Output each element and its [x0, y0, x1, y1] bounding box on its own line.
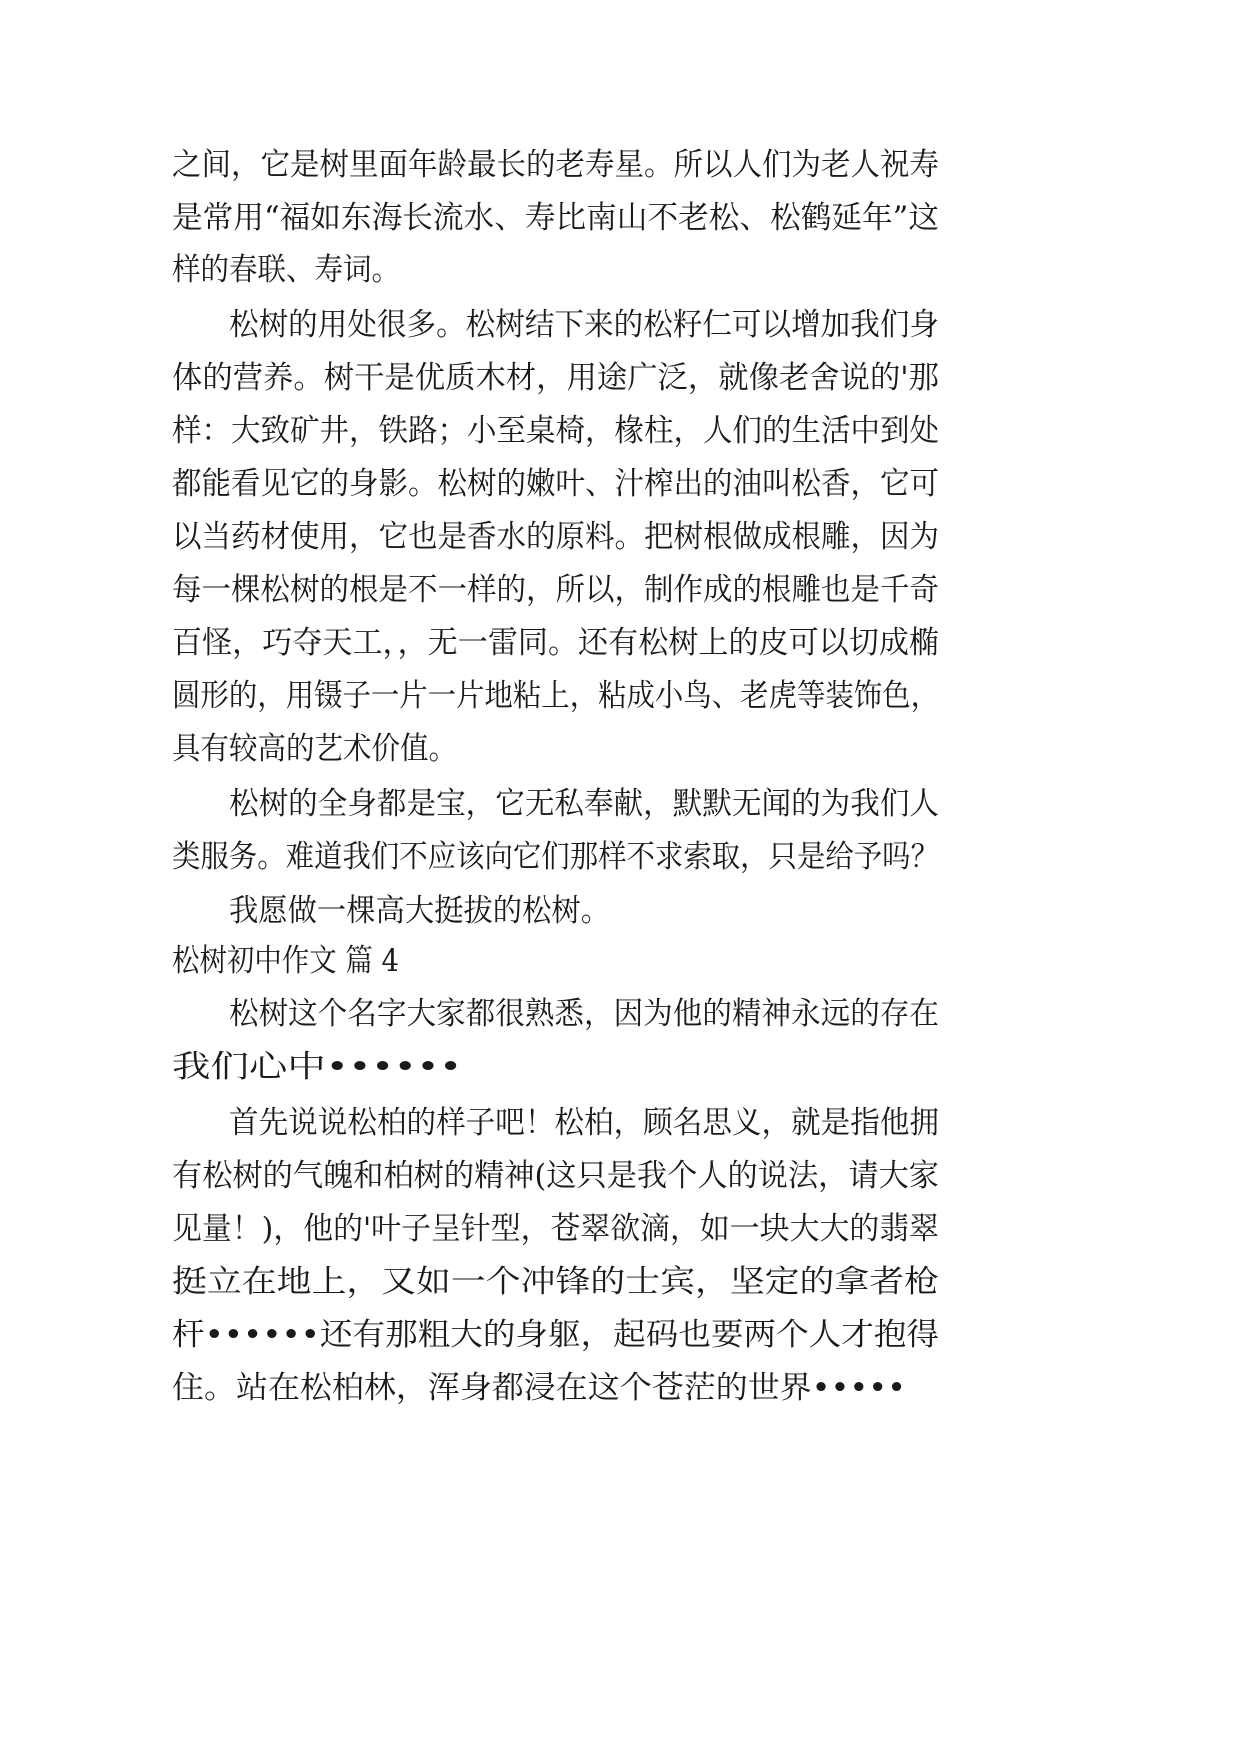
text-line-23-text: 住。站在松柏林，浑身都浸在这个苍茫的世界•••••	[172, 1370, 906, 1406]
text-line-21-text: 挺立在地上，又如一个冲锋的士宾，坚定的拿者枪	[172, 1264, 939, 1300]
text-line-7-text: 都能看见它的身影。松树的嫩叶、汁榨出的油叫松香，它可	[172, 466, 939, 502]
text-line-12-text: 具有较高的艺术价值。	[172, 731, 457, 767]
text-line-22-text: 杆••••••还有那粗大的身躯，起码也要两个人才抱得	[172, 1317, 939, 1353]
text-line-19-text: 有松树的气魄和柏树的精神(这只是我个人的说法，请大家	[172, 1158, 939, 1194]
text-line-2-text: 是常用“福如东海长流水、寿比南山不老松、松鹤延年”这	[172, 200, 939, 236]
text-line-8-text: 以当药材使用，它也是香水的原料。把树根做成根雕，因为	[172, 519, 939, 555]
text-line-14-text: 类服务。难道我们不应该向它们那样不求索取，只是给予吗？	[172, 839, 939, 875]
text-line-9-text: 每一棵松树的根是不一样的，所以，制作成的根雕也是千奇	[172, 572, 939, 608]
text-line-6-text: 样：大致矿井，铁路；小至桌椅，椽柱，人们的生活中到处	[172, 413, 939, 449]
text-line-4-text: 松树的用处很多。松树结下来的松籽仁可以增加我们身	[229, 307, 939, 343]
text-line-15-text: 我愿做一棵高大挺拔的松树。	[229, 893, 610, 929]
text-line-11-text: 圆形的，用镊子一片一片地粘上，粘成小鸟、老虎等装饰色，	[172, 678, 939, 714]
text-line-5-text: 体的营养。树干是优质木材，用途广泛，就像老舍说的'那	[172, 360, 939, 396]
text-line-16-text: 松树这个名字大家都很熟悉，因为他的精神永远的存在	[229, 996, 939, 1032]
text-line-20-text: 见量！)，他的'叶子呈针型，苍翠欲滴，如一块大大的翡翠	[172, 1211, 939, 1247]
text-line-18-text: 首先说说松柏的样子吧！松柏，顾名思义，就是指他拥	[229, 1105, 939, 1141]
text-line-23	[0, 1370, 1241, 1443]
text-line-1-text: 之间，它是树里面年龄最长的老寿星。所以人们为老人祝寿	[172, 147, 939, 183]
text-line-13-text: 松树的全身都是宝，它无私奉献，默默无闻的为我们人	[229, 786, 939, 822]
text-line-17-text: 我们心中••••••	[172, 1049, 462, 1085]
text-line-3-text: 样的春联、寿词。	[172, 252, 400, 288]
section-heading-text: 松树初中作文 篇 4	[172, 943, 399, 979]
text-line-10-text: 百怪，巧夺天工，，无一雷同。还有松树上的皮可以切成椭	[172, 625, 939, 661]
